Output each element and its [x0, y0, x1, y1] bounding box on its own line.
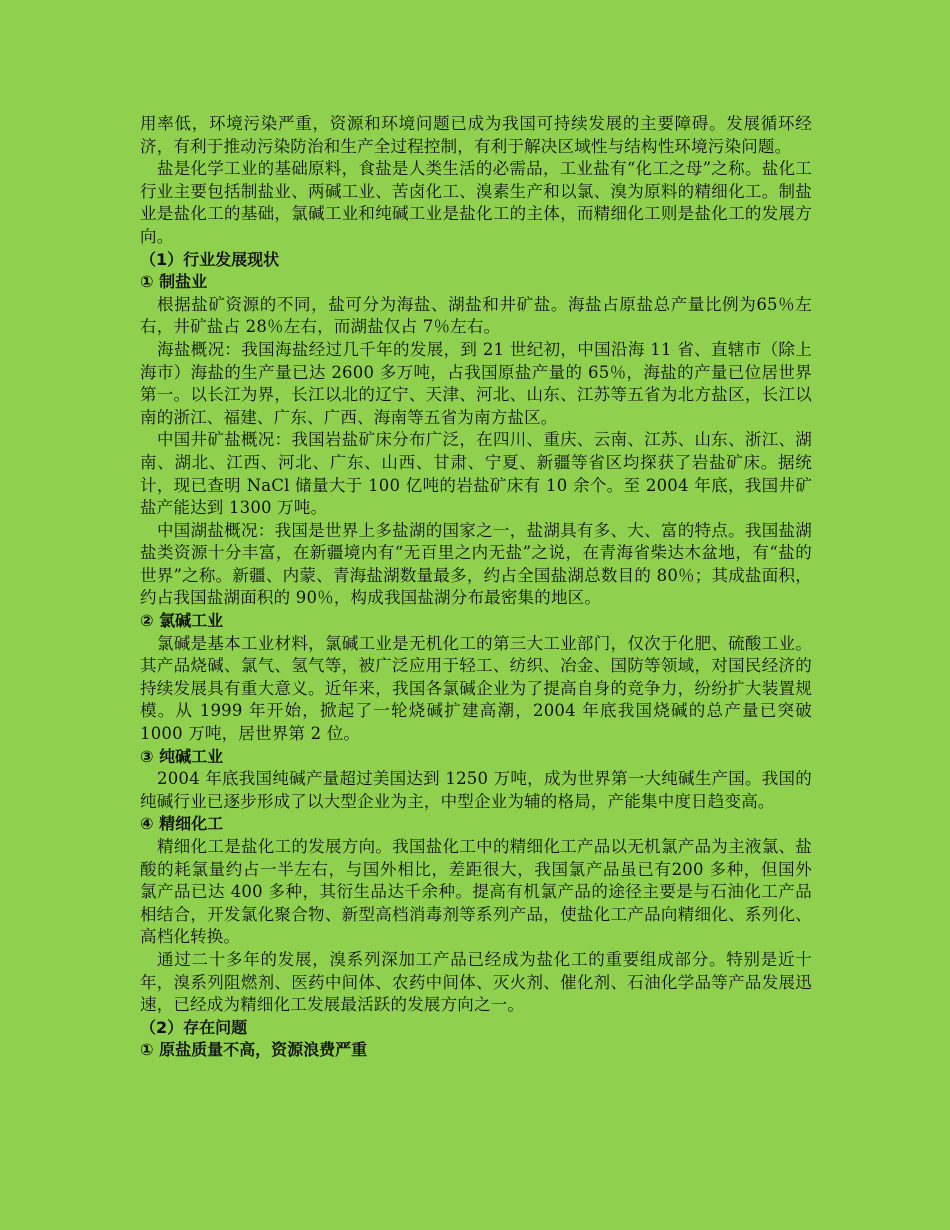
- paragraph-salt-types: 根据盐矿资源的不同，盐可分为海盐、湖盐和井矿盐。海盐占原盐总产量比例为65％左右，井矿盐占 28％左右，而湖盐仅占 7％左右。: [140, 294, 812, 337]
- document-body: [140, 113, 812, 1062]
- paragraph-well-salt: 中国井矿盐概况：我国岩盐矿床分布广泛，在四川、重庆、云南、江苏、山东、浙江、湖南、湖北、江西、河北、广东、山西、甘肃、宁夏、新疆等省区均探获了岩盐矿床。据统计，现已查明 NaCl 储量大于 100 亿吨的岩盐矿床有 10 余个。至 2004 年底，我国井矿盐产能达到 1300 万吨。: [140, 430, 812, 518]
- paragraph-salt-chemical-overview: 盐是化学工业的基础原料，食盐是人类生活的必需品，工业盐有“化工之母”之称。盐化工行业主要包括制盐业、两碱工业、苦卤化工、溴素生产和以氯、溴为原料的精细化工。制盐业是盐化工的基础，氯碱工业和纯碱工业是盐化工的主体，而精细化工则是盐化工的发展方向。: [140, 159, 812, 246]
- paragraph-lake-salt: 中国湖盐概况：我国是世界上多盐湖的国家之一，盐湖具有多、大、富的特点。我国盐湖盐类资源十分丰富，在新疆境内有“无百里之内无盐”之说，在青海省柴达木盆地，有“盐的世界”之称。新疆、内蒙、青海盐湖数量最多，约占全国盐湖总数目的 80％；其成盐面积，约占我国盐湖面积的 90％，构成我国盐湖分布最密集的地区。: [140, 520, 812, 608]
- paragraph-bromine-series: 通过二十多年的发展，溴系列深加工产品已经成为盐化工的重要组成部分。特别是近十年，溴系列阻燃剂、医药中间体、农药中间体、灭火剂、催化剂、石油化学品等产品发展迅速，已经成为精细化工发展最活跃的发展方向之一。: [140, 949, 812, 1015]
- paragraph-intro-continued: 用率低，环境污染严重，资源和环境问题已成为我国可持续发展的主要障碍。发展循环经济，有利于推动污染防治和生产全过程控制，有利于解决区域性与结构性环境污染问题。: [140, 114, 812, 156]
- paragraph-fine-chemicals: 精细化工是盐化工的发展方向。我国盐化工中的精细化工产品以无机氯产品为主液氯、盐酸的耗氯量约占一半左右，与国外相比，差距很大，我国氯产品虽已有200 多种，但国外氯产品已达 400 多种，其衍生品达千余种。提高有机氯产品的途径主要是与石油化工产品相结合，开发氯化聚合物、新型高档消毒剂等系列产品，使盐化工产品向精细化、系列化、高档化转换。: [140, 837, 812, 947]
- section-heading-industry-status: （1）行业发展现状: [140, 249, 280, 269]
- subheading-fine-chemicals: ④ 精细化工: [140, 814, 224, 834]
- section-heading-problems: （2）存在问题: [140, 1017, 248, 1037]
- subheading-chlor-alkali: ② 氯碱工业: [140, 611, 224, 631]
- paragraph-sea-salt: 海盐概况：我国海盐经过几千年的发展，到 21 世纪初，中国沿海 11 省、直辖市（除上海市）海盐的生产量已达 2600 多万吨，占我国原盐产量的 65％，海盐的产量已位居世界第一。以长江为界，长江以北的辽宁、天津、河北、山东、江苏等五省为北方盐区，长江以南的浙江、福建、广东、广西、海南等五省为南方盐区。: [140, 339, 812, 427]
- paragraph-chlor-alkali: 氯碱是基本工业材料，氯碱工业是无机化工的第三大工业部门，仅次于化肥、硫酸工业。其产品烧碱、氯气、氢气等，被广泛应用于轻工、纺织、冶金、国防等领域，对国民经济的持续发展具有重大意义。近年来，我国各氯碱企业为了提高自身的竞争力，纷纷扩大装置规模。从 1999 年开始，掀起了一轮烧碱扩建高潮，2004 年底我国烧碱的总产量已突破 1000 万吨，居世界第 2 位。: [140, 633, 812, 744]
- paragraph-soda-ash: 2004 年底我国纯碱产量超过美国达到 1250 万吨，成为世界第一大纯碱生产国。我国的纯碱行业已逐步形成了以大型企业为主，中型企业为辅的格局，产能集中度日趋变高。: [140, 769, 812, 811]
- subheading-soda-ash: ③ 纯碱工业: [140, 746, 224, 766]
- subheading-salt-making: ① 制盐业: [140, 272, 208, 292]
- subheading-salt-quality: ① 原盐质量不高，资源浪费严重: [140, 1040, 368, 1060]
